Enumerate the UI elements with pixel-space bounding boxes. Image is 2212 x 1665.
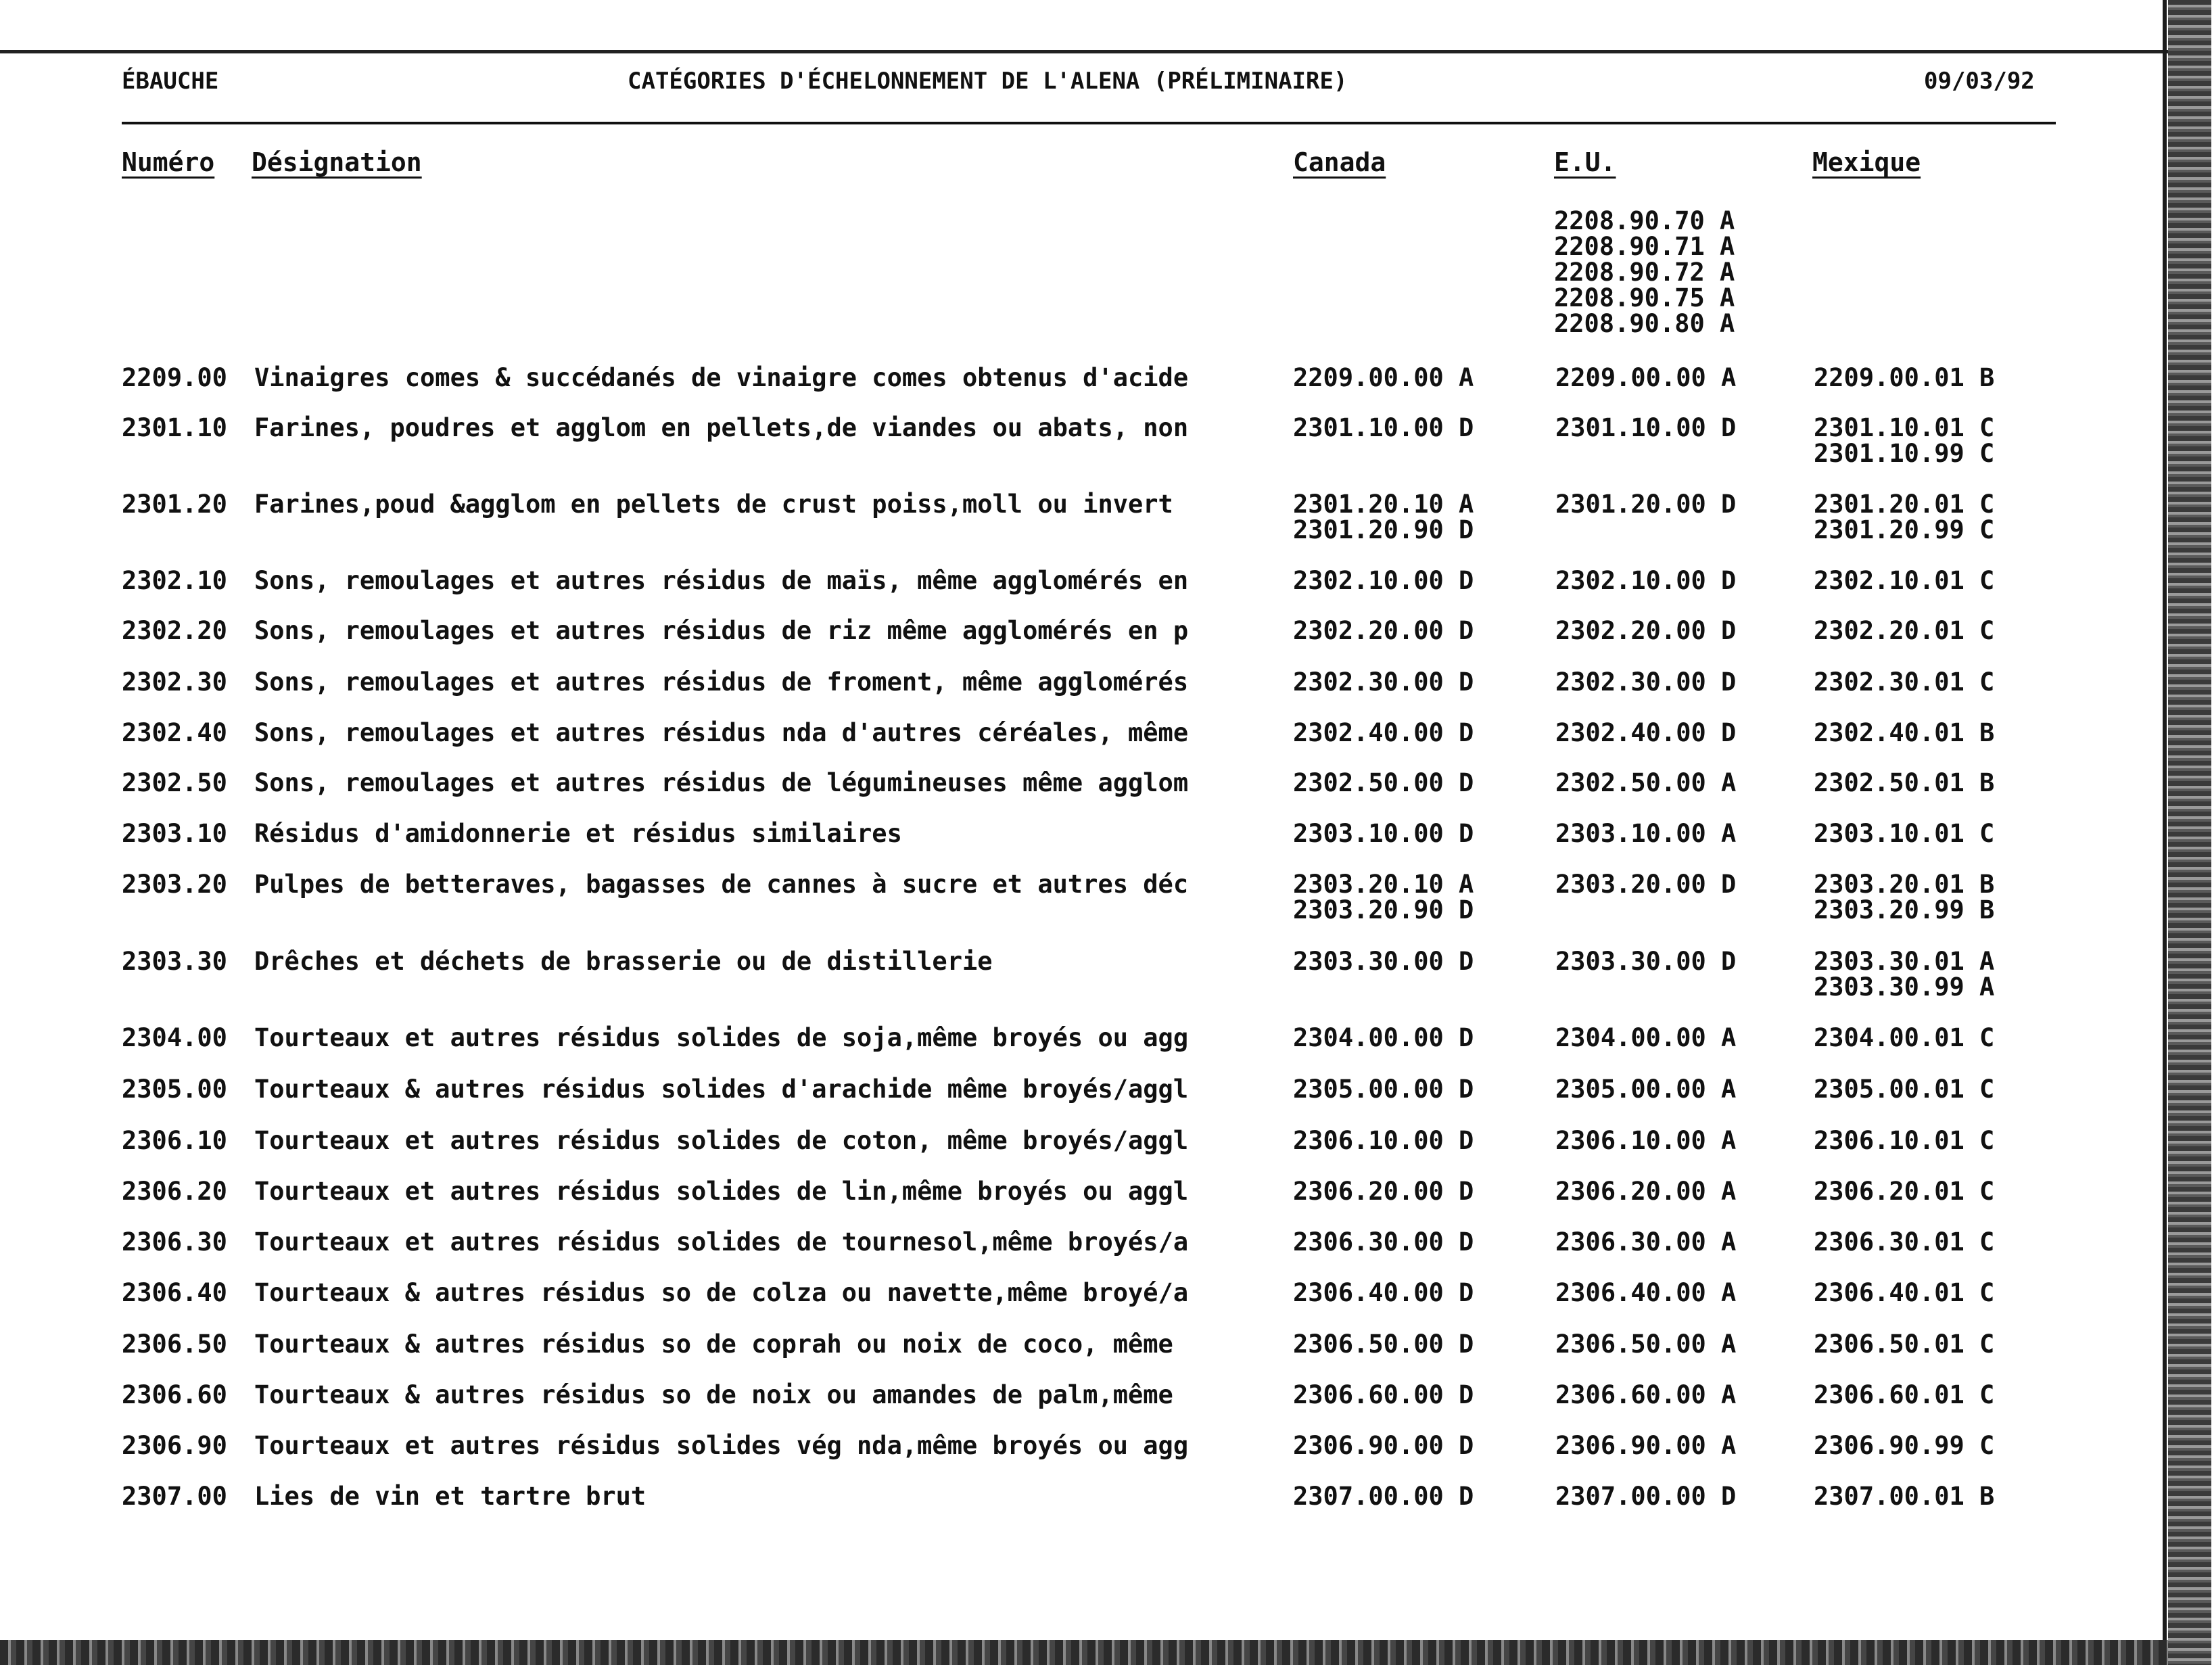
- row-mexique: 2306.10.01 C: [1814, 1126, 1995, 1155]
- row-designation: Sons, remoulages et autres résidus de riz même agglomérés en p: [254, 616, 1189, 645]
- scan-border-right-edge: [2163, 0, 2167, 1665]
- row-numero: 2302.50: [122, 768, 227, 797]
- scan-border-bottom: [0, 1640, 2168, 1665]
- row-eu: 2305.00.00 A: [1555, 1075, 1737, 1104]
- row-designation: Vinaigres comes & succédanés de vinaigre comes obtenus d'acide: [254, 363, 1189, 392]
- column-header-designation: Désignation: [252, 147, 422, 177]
- row-mexique: 2306.20.01 C: [1814, 1177, 1995, 1206]
- row-eu: 2302.10.00 D: [1555, 566, 1737, 595]
- row-canada: 2306.40.00 D: [1293, 1278, 1474, 1307]
- draft-label: ÉBAUCHE: [122, 68, 219, 95]
- row-eu: 2303.20.00 D: [1555, 870, 1737, 899]
- row-numero: 2306.90: [122, 1431, 227, 1460]
- header-rule: [122, 122, 2056, 124]
- row-eu: 2307.00.00 D: [1555, 1482, 1737, 1511]
- row-eu: 2306.90.00 A: [1555, 1431, 1737, 1460]
- row-numero: 2302.10: [122, 566, 227, 595]
- row-canada: 2302.20.00 D: [1293, 616, 1474, 645]
- row-mexique: 2302.30.01 C: [1814, 667, 1995, 697]
- row-canada: 2306.30.00 D: [1293, 1227, 1474, 1257]
- row-numero: 2306.30: [122, 1227, 227, 1257]
- row-canada: 2306.60.00 D: [1293, 1380, 1474, 1409]
- row-mexique: 2306.30.01 C: [1814, 1227, 1995, 1257]
- row-designation: Tourteaux et autres résidus solides de soja,même broyés ou agg: [254, 1023, 1189, 1052]
- row-eu: 2302.30.00 D: [1555, 667, 1737, 697]
- row-canada: 2302.10.00 D: [1293, 566, 1474, 595]
- row-mexique: 2304.00.01 C: [1814, 1023, 1995, 1052]
- row-mexique: 2302.40.01 B: [1814, 718, 1995, 747]
- scan-border-top: [0, 50, 2178, 53]
- row-designation: Tourteaux et autres résidus solides de coton, même broyés/aggl: [254, 1126, 1189, 1155]
- row-eu: 2302.40.00 D: [1555, 718, 1737, 747]
- row-numero: 2306.60: [122, 1380, 227, 1409]
- row-designation: Tourteaux & autres résidus so de colza ou navette,même broyé/a: [254, 1278, 1189, 1307]
- column-header-mexique: Mexique: [1812, 147, 1921, 177]
- row-mexique: 2301.20.01 C 2301.20.99 C: [1814, 490, 1995, 544]
- row-eu: 2306.20.00 A: [1555, 1177, 1737, 1206]
- row-numero: 2302.30: [122, 667, 227, 697]
- row-numero: 2302.20: [122, 616, 227, 645]
- row-designation: Sons, remoulages et autres résidus de maïs, même agglomérés en: [254, 566, 1189, 595]
- row-numero: 2305.00: [122, 1075, 227, 1104]
- row-canada: 2306.10.00 D: [1293, 1126, 1474, 1155]
- document-title: CATÉGORIES D'ÉCHELONNEMENT DE L'ALENA (PRÉLIMINAIRE): [628, 68, 1348, 95]
- row-eu: 2301.10.00 D: [1555, 413, 1737, 442]
- row-eu: 2306.30.00 A: [1555, 1227, 1737, 1257]
- row-designation: Tourteaux & autres résidus so de coprah ou noix de coco, même: [254, 1330, 1173, 1359]
- row-mexique: 2303.30.01 A 2303.30.99 A: [1814, 947, 1995, 1002]
- row-mexique: 2302.20.01 C: [1814, 616, 1995, 645]
- row-eu: 2306.10.00 A: [1555, 1126, 1737, 1155]
- row-numero: 2306.10: [122, 1126, 227, 1155]
- row-canada: 2302.30.00 D: [1293, 667, 1474, 697]
- row-numero: 2209.00: [122, 363, 227, 392]
- row-designation: Tourteaux & autres résidus so de noix ou amandes de palm,même: [254, 1380, 1173, 1409]
- row-numero: 2306.40: [122, 1278, 227, 1307]
- row-numero: 2304.00: [122, 1023, 227, 1052]
- row-designation: Tourteaux et autres résidus solides de lin,même broyés ou aggl: [254, 1177, 1189, 1206]
- row-numero: 2302.40: [122, 718, 227, 747]
- row-numero: 2303.10: [122, 819, 227, 848]
- row-canada: 2303.20.10 A 2303.20.90 D: [1293, 870, 1474, 924]
- row-designation: Drêches et déchets de brasserie ou de distillerie: [254, 947, 993, 976]
- row-numero: 2307.00: [122, 1482, 227, 1511]
- row-eu: 2306.40.00 A: [1555, 1278, 1737, 1307]
- row-designation: Tourteaux et autres résidus solides de tournesol,même broyés/a: [254, 1227, 1189, 1257]
- row-mexique: 2306.60.01 C: [1814, 1380, 1995, 1409]
- row-numero: 2301.10: [122, 413, 227, 442]
- row-canada: 2303.30.00 D: [1293, 947, 1474, 976]
- row-mexique: 2306.90.99 C: [1814, 1431, 1995, 1460]
- row-eu: 2306.60.00 A: [1555, 1380, 1737, 1409]
- row-canada: 2307.00.00 D: [1293, 1482, 1474, 1511]
- row-canada: 2305.00.00 D: [1293, 1075, 1474, 1104]
- row-mexique: 2301.10.01 C 2301.10.99 C: [1814, 413, 1995, 468]
- row-mexique: 2302.50.01 B: [1814, 768, 1995, 797]
- row-mexique: 2306.50.01 C: [1814, 1330, 1995, 1359]
- row-canada: 2303.10.00 D: [1293, 819, 1474, 848]
- row-eu: 2302.50.00 A: [1555, 768, 1737, 797]
- column-header-canada: Canada: [1293, 147, 1386, 177]
- row-mexique: 2303.10.01 C: [1814, 819, 1995, 848]
- row-designation: Farines,poud &agglom en pellets de crust poiss,moll ou invert: [254, 490, 1173, 519]
- column-header-eu: E.U.: [1554, 147, 1616, 177]
- row-eu: 2303.30.00 D: [1555, 947, 1737, 976]
- row-canada: 2304.00.00 D: [1293, 1023, 1474, 1052]
- row-eu: 2304.00.00 A: [1555, 1023, 1737, 1052]
- row-mexique: 2303.20.01 B 2303.20.99 B: [1814, 870, 1995, 924]
- row-numero: 2306.20: [122, 1177, 227, 1206]
- row-designation: Résidus d'amidonnerie et résidus similaires: [254, 819, 902, 848]
- row-canada: 2302.50.00 D: [1293, 768, 1474, 797]
- row-mexique: 2307.00.01 B: [1814, 1482, 1995, 1511]
- document-date: 09/03/92: [1924, 68, 2035, 95]
- row-canada: 2209.00.00 A: [1293, 363, 1474, 392]
- row-canada: 2306.20.00 D: [1293, 1177, 1474, 1206]
- row-designation: Sons, remoulages et autres résidus de légumineuses même agglom: [254, 768, 1189, 797]
- row-canada: 2302.40.00 D: [1293, 718, 1474, 747]
- row-eu: 2302.20.00 D: [1555, 616, 1737, 645]
- row-eu: 2303.10.00 A: [1555, 819, 1737, 848]
- row-canada: 2301.10.00 D: [1293, 413, 1474, 442]
- row-mexique: 2306.40.01 C: [1814, 1278, 1995, 1307]
- row-designation: Sons, remoulages et autres résidus nda d'autres céréales, même: [254, 718, 1189, 747]
- row-eu: 2209.00.00 A: [1555, 363, 1737, 392]
- scan-border-right: [2168, 0, 2211, 1665]
- row-numero: 2303.20: [122, 870, 227, 899]
- continuation-eu-codes: 2208.90.70 A 2208.90.71 A 2208.90.72 A 2208.90.75 A 2208.90.80 A: [1554, 206, 1735, 338]
- row-designation: Lies de vin et tartre brut: [254, 1482, 646, 1511]
- row-canada: 2301.20.10 A 2301.20.90 D: [1293, 490, 1474, 544]
- row-designation: Sons, remoulages et autres résidus de froment, même agglomérés: [254, 667, 1189, 697]
- row-mexique: 2302.10.01 C: [1814, 566, 1995, 595]
- column-header-numero: Numéro: [122, 147, 215, 177]
- row-numero: 2303.30: [122, 947, 227, 976]
- row-numero: 2306.50: [122, 1330, 227, 1359]
- row-canada: 2306.50.00 D: [1293, 1330, 1474, 1359]
- row-numero: 2301.20: [122, 490, 227, 519]
- row-designation: Farines, poudres et agglom en pellets,de viandes ou abats, non: [254, 413, 1189, 442]
- row-designation: Tourteaux et autres résidus solides vég nda,même broyés ou agg: [254, 1431, 1189, 1460]
- row-eu: 2306.50.00 A: [1555, 1330, 1737, 1359]
- row-eu: 2301.20.00 D: [1555, 490, 1737, 519]
- row-canada: 2306.90.00 D: [1293, 1431, 1474, 1460]
- row-mexique: 2305.00.01 C: [1814, 1075, 1995, 1104]
- row-designation: Pulpes de betteraves, bagasses de cannes à sucre et autres déc: [254, 870, 1189, 899]
- row-designation: Tourteaux & autres résidus solides d'arachide même broyés/aggl: [254, 1075, 1189, 1104]
- row-mexique: 2209.00.01 B: [1814, 363, 1995, 392]
